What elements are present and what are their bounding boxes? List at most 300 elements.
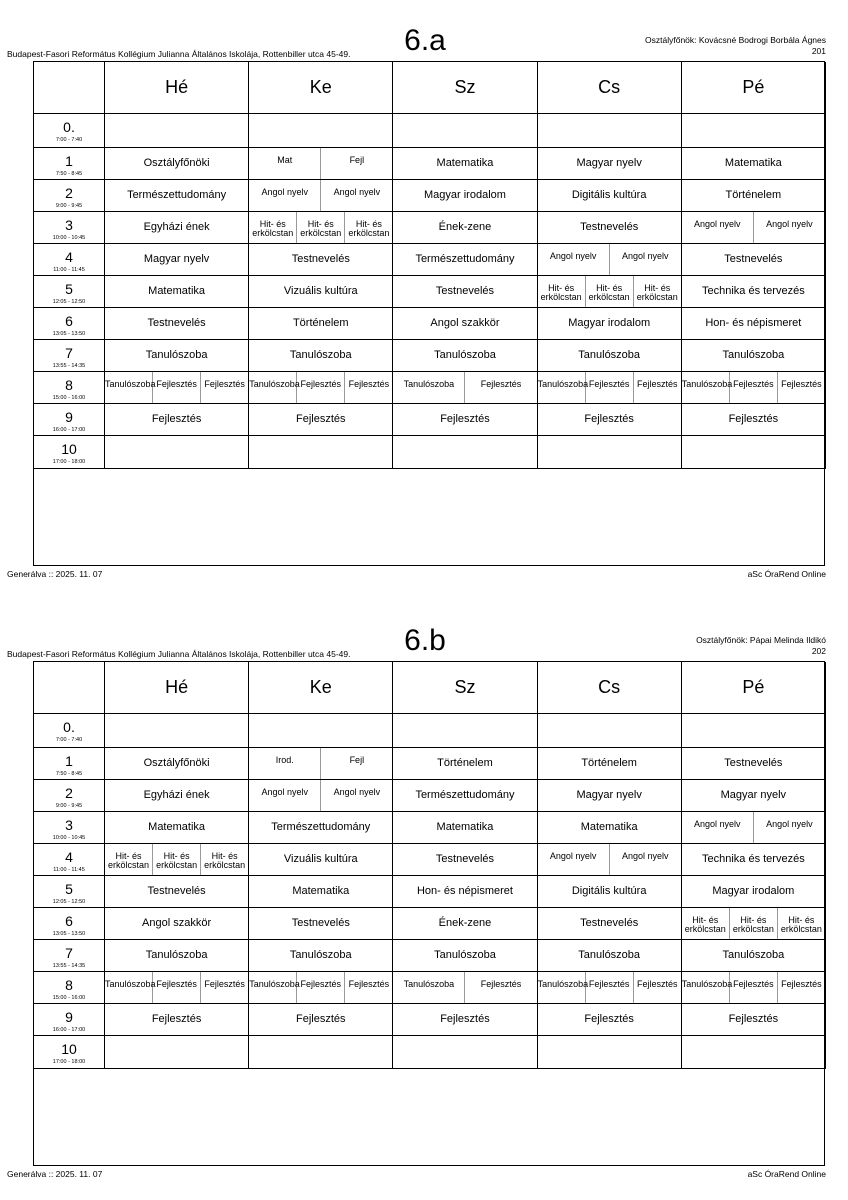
lesson-group[interactable] xyxy=(610,844,681,875)
lesson-group[interactable] xyxy=(634,372,681,403)
lesson-subject: Történelem xyxy=(437,757,493,769)
lesson-subject: Fejlesztés xyxy=(584,1013,634,1025)
lesson-subject: Fejlesztés xyxy=(480,379,522,389)
lesson-cell[interactable] xyxy=(538,972,682,1004)
class-teacher xyxy=(645,35,826,57)
lesson-subject: Testnevelés xyxy=(147,885,206,897)
lesson-subject: Fejlesztés xyxy=(204,379,245,389)
lesson-cell[interactable] xyxy=(682,876,826,908)
lesson-cell[interactable] xyxy=(538,876,682,908)
lesson-subject: Osztályfőnöki xyxy=(143,157,210,169)
lesson-cell[interactable] xyxy=(249,372,393,404)
lesson-subject: Fejlesztés xyxy=(733,379,774,389)
period-time: 7:00 - 7:40 xyxy=(55,137,83,143)
lesson-group[interactable] xyxy=(681,372,733,403)
lesson-cell[interactable] xyxy=(249,276,393,308)
period-time: 13:55 - 14:35 xyxy=(52,963,86,969)
split-lesson xyxy=(682,372,825,403)
lesson-cell[interactable] xyxy=(249,340,393,372)
lesson-cell[interactable] xyxy=(682,714,826,748)
lesson-group[interactable] xyxy=(297,972,345,1003)
lesson-cell[interactable] xyxy=(105,812,249,844)
lesson-cell[interactable] xyxy=(393,308,537,340)
lesson-subject: Egyházi ének xyxy=(143,789,210,801)
period-number: 3 xyxy=(65,817,73,833)
lesson-cell[interactable] xyxy=(538,212,682,244)
period-number: 0. xyxy=(63,119,75,135)
lesson-group[interactable] xyxy=(105,972,156,1003)
day-header: Hé xyxy=(105,662,249,714)
lesson-subject: Tanulószoba xyxy=(289,949,352,961)
day-header: Ke xyxy=(249,62,393,114)
lesson-cell[interactable] xyxy=(682,1004,826,1036)
lesson-subject: Hit- és erkölcstan xyxy=(204,851,246,870)
lesson-cell[interactable] xyxy=(105,308,249,340)
lesson-cell[interactable] xyxy=(682,748,826,780)
lesson-cell[interactable] xyxy=(682,244,826,276)
lesson-cell[interactable] xyxy=(682,372,826,404)
lesson-cell[interactable] xyxy=(105,876,249,908)
period-number: 7 xyxy=(65,945,73,961)
period-number: 1 xyxy=(65,753,73,769)
lesson-subject: Matematika xyxy=(436,157,494,169)
lesson-cell[interactable] xyxy=(682,404,826,436)
lesson-cell[interactable] xyxy=(538,180,682,212)
lesson-subject: Vizuális kultúra xyxy=(283,285,358,297)
period-time: 10:00 - 10:45 xyxy=(52,835,86,841)
split-lesson xyxy=(249,372,392,403)
lesson-subject: Fejlesztés xyxy=(300,979,342,989)
school-name: Budapest-Fasori Református Kollégium Julianna Általános Iskolája, Rottenbiller utca 45-49. xyxy=(7,649,351,659)
lesson-group[interactable] xyxy=(465,972,536,1003)
lesson-cell[interactable] xyxy=(393,876,537,908)
split-lesson xyxy=(538,276,681,307)
lesson-subject: Egyházi ének xyxy=(143,221,210,233)
lesson-cell[interactable] xyxy=(105,372,249,404)
lesson-cell[interactable] xyxy=(538,844,682,876)
lesson-cell[interactable] xyxy=(105,780,249,812)
period-time: 17:00 - 18:00 xyxy=(52,459,86,465)
lesson-subject: Fejlesztés xyxy=(440,1013,490,1025)
lesson-cell[interactable] xyxy=(538,404,682,436)
lesson-subject: Fejlesztés xyxy=(296,1013,346,1025)
lesson-subject: Testnevelés xyxy=(724,253,783,265)
lesson-cell[interactable] xyxy=(538,748,682,780)
period-time: 16:00 - 17:00 xyxy=(52,1027,86,1033)
lesson-subject: Matematika xyxy=(580,821,638,833)
lesson-subject: Magyar nyelv xyxy=(720,789,787,801)
split-lesson xyxy=(682,812,825,843)
lesson-group[interactable] xyxy=(681,972,733,1003)
period-label xyxy=(34,244,105,276)
lesson-cell[interactable] xyxy=(249,972,393,1004)
lesson-cell[interactable] xyxy=(393,114,537,148)
lesson-subject: Angol nyelv xyxy=(694,219,741,229)
lesson-cell[interactable] xyxy=(393,748,537,780)
lesson-group[interactable] xyxy=(249,180,321,211)
lesson-cell[interactable] xyxy=(538,940,682,972)
lesson-group[interactable] xyxy=(321,748,392,779)
lesson-subject: Tanulószoba xyxy=(681,979,733,989)
lesson-subject: Osztályfőnöki xyxy=(143,757,210,769)
lesson-group[interactable] xyxy=(153,844,201,875)
lesson-group[interactable] xyxy=(778,972,825,1003)
lesson-cell[interactable] xyxy=(249,876,393,908)
lesson-cell[interactable] xyxy=(105,972,249,1004)
period-label xyxy=(34,844,105,876)
lesson-group[interactable] xyxy=(730,372,778,403)
lesson-cell[interactable] xyxy=(249,1036,393,1069)
lesson-cell[interactable] xyxy=(249,812,393,844)
lesson-cell[interactable] xyxy=(249,908,393,940)
lesson-cell[interactable] xyxy=(393,780,537,812)
lesson-subject: Testnevelés xyxy=(291,917,350,929)
lesson-cell[interactable] xyxy=(393,1036,537,1069)
period-time: 9:00 - 9:45 xyxy=(55,803,83,809)
period-time: 15:00 - 16:00 xyxy=(52,995,86,1001)
period-number: 2 xyxy=(65,185,73,201)
lesson-cell[interactable] xyxy=(538,340,682,372)
period-label xyxy=(34,114,105,148)
lesson-subject: Matematika xyxy=(436,821,494,833)
lesson-cell[interactable] xyxy=(105,844,249,876)
period-label xyxy=(34,714,105,748)
lesson-cell[interactable] xyxy=(538,114,682,148)
period-number: 4 xyxy=(65,249,73,265)
lesson-subject: Ének-zene xyxy=(438,221,492,233)
period-number: 8 xyxy=(65,977,73,993)
split-lesson xyxy=(105,372,248,403)
split-lesson xyxy=(105,844,248,875)
lesson-group[interactable] xyxy=(345,372,392,403)
period-number: 8 xyxy=(65,377,73,393)
lesson-subject: Angol nyelv xyxy=(549,251,597,261)
lesson-group[interactable] xyxy=(586,372,634,403)
brand-label: aSc ÓraRend Online xyxy=(747,1169,826,1179)
teacher-name: Osztályfőnök: Pápai Melinda Ildikó xyxy=(696,635,826,645)
lesson-cell[interactable] xyxy=(682,844,826,876)
lesson-subject: Hit- és erkölcstan xyxy=(780,915,822,934)
lesson-subject: Magyar irodalom xyxy=(712,885,795,897)
lesson-group[interactable] xyxy=(634,276,681,307)
lesson-subject: Tanulószoba xyxy=(145,949,208,961)
lesson-group[interactable] xyxy=(586,276,634,307)
period-label xyxy=(34,404,105,436)
lesson-group[interactable] xyxy=(153,372,201,403)
split-lesson xyxy=(682,908,825,939)
period-label xyxy=(34,180,105,212)
split-lesson xyxy=(393,972,536,1003)
period-label xyxy=(34,308,105,340)
lesson-group[interactable] xyxy=(345,972,392,1003)
lesson-cell[interactable] xyxy=(249,244,393,276)
lesson-subject: Angol szakkör xyxy=(430,317,500,329)
lesson-subject: Fejlesztés xyxy=(296,413,346,425)
lesson-subject: Magyar nyelv xyxy=(576,789,642,801)
lesson-subject: Hit- és erkölcstan xyxy=(732,915,774,934)
lesson-subject: Hit- és erkölcstan xyxy=(684,915,726,934)
lesson-group[interactable] xyxy=(105,844,153,875)
period-label xyxy=(34,276,105,308)
lesson-subject: Fejlesztés xyxy=(480,979,522,989)
lesson-group[interactable] xyxy=(249,212,297,243)
lesson-cell[interactable] xyxy=(538,148,682,180)
lesson-cell[interactable] xyxy=(682,1036,826,1069)
lesson-group[interactable] xyxy=(393,372,465,403)
lesson-cell[interactable] xyxy=(393,1004,537,1036)
lesson-group[interactable] xyxy=(682,212,754,243)
lesson-cell[interactable] xyxy=(538,714,682,748)
lesson-cell[interactable] xyxy=(249,940,393,972)
lesson-cell[interactable] xyxy=(249,148,393,180)
lesson-group[interactable] xyxy=(297,212,345,243)
lesson-cell[interactable] xyxy=(538,276,682,308)
lesson-cell[interactable] xyxy=(682,180,826,212)
lesson-group[interactable] xyxy=(105,372,156,403)
lesson-subject: Tanulószoba xyxy=(403,979,455,989)
lesson-group[interactable] xyxy=(393,972,465,1003)
lesson-subject: Hit- és erkölcstan xyxy=(300,219,342,238)
lesson-subject: Tanulószoba xyxy=(289,349,352,361)
lesson-cell[interactable] xyxy=(249,780,393,812)
lesson-group[interactable] xyxy=(586,972,634,1003)
lesson-cell[interactable] xyxy=(538,908,682,940)
lesson-cell[interactable] xyxy=(105,940,249,972)
lesson-group[interactable] xyxy=(754,212,825,243)
lesson-group[interactable] xyxy=(153,972,201,1003)
lesson-subject: Matematika xyxy=(148,821,206,833)
lesson-subject: Hit- és erkölcstan xyxy=(156,851,198,870)
lesson-subject: Matematika xyxy=(724,157,782,169)
lesson-cell[interactable] xyxy=(105,244,249,276)
lesson-cell[interactable] xyxy=(682,276,826,308)
lesson-subject: Fejlesztés xyxy=(728,413,779,425)
lesson-subject: Testnevelés xyxy=(435,853,495,865)
lesson-subject: Fejlesztés xyxy=(781,979,822,989)
lesson-group[interactable] xyxy=(345,212,392,243)
period-number: 6 xyxy=(65,313,73,329)
class-name: 6.a xyxy=(404,24,446,57)
lesson-cell[interactable] xyxy=(249,844,393,876)
lesson-cell[interactable] xyxy=(682,436,826,469)
lesson-subject: Tanulószoba xyxy=(434,349,496,361)
lesson-subject: Magyar nyelv xyxy=(576,157,642,169)
period-time: 11:00 - 11:45 xyxy=(53,867,85,873)
lesson-group[interactable] xyxy=(465,372,536,403)
lesson-cell[interactable] xyxy=(105,748,249,780)
lesson-cell[interactable] xyxy=(393,340,537,372)
lesson-cell[interactable] xyxy=(538,780,682,812)
lesson-group[interactable] xyxy=(321,780,392,811)
lesson-cell[interactable] xyxy=(393,372,537,404)
lesson-cell[interactable] xyxy=(105,908,249,940)
lesson-subject: Fejlesztés xyxy=(781,379,822,389)
lesson-subject: Fejlesztés xyxy=(728,1013,779,1025)
lesson-subject: Fejlesztés xyxy=(636,379,678,389)
lesson-cell[interactable] xyxy=(105,714,249,748)
lesson-cell[interactable] xyxy=(393,812,537,844)
lesson-cell[interactable] xyxy=(538,1036,682,1069)
lesson-cell[interactable] xyxy=(682,212,826,244)
room-number: 202 xyxy=(811,646,826,656)
lesson-cell[interactable] xyxy=(105,276,249,308)
lesson-cell[interactable] xyxy=(393,148,537,180)
period-label xyxy=(34,1004,105,1036)
generated-date: Generálva :: 2025. 11. 07 xyxy=(7,569,103,579)
lesson-group[interactable] xyxy=(538,844,610,875)
lesson-cell[interactable] xyxy=(682,780,826,812)
lesson-group[interactable] xyxy=(754,812,825,843)
lesson-cell[interactable] xyxy=(393,436,537,469)
lesson-cell[interactable] xyxy=(393,404,537,436)
lesson-cell[interactable] xyxy=(105,180,249,212)
lesson-cell[interactable] xyxy=(682,908,826,940)
period-time: 13:05 - 13:50 xyxy=(52,931,86,937)
lesson-group[interactable] xyxy=(682,812,754,843)
lesson-subject: Tanulószoba xyxy=(145,349,208,361)
lesson-cell[interactable] xyxy=(538,372,682,404)
timetable-grid xyxy=(33,61,825,566)
period-number: 3 xyxy=(65,217,73,233)
lesson-cell[interactable] xyxy=(105,148,249,180)
lesson-cell[interactable] xyxy=(105,1036,249,1069)
period-time: 11:00 - 11:45 xyxy=(53,267,85,273)
lesson-group[interactable] xyxy=(682,908,730,939)
lesson-cell[interactable] xyxy=(249,212,393,244)
lesson-cell[interactable] xyxy=(393,908,537,940)
lesson-cell[interactable] xyxy=(105,404,249,436)
lesson-group[interactable] xyxy=(538,244,610,275)
period-label xyxy=(34,148,105,180)
lesson-group[interactable] xyxy=(778,372,825,403)
lesson-subject: Természettudomány xyxy=(415,789,515,801)
lesson-subject: Angol nyelv xyxy=(333,787,381,797)
lesson-cell[interactable] xyxy=(538,436,682,469)
lesson-group[interactable] xyxy=(201,972,248,1003)
period-label xyxy=(34,212,105,244)
lesson-subject: Fejlesztés xyxy=(151,413,202,425)
lesson-cell[interactable] xyxy=(249,180,393,212)
lesson-cell[interactable] xyxy=(682,308,826,340)
period-label xyxy=(34,1036,105,1069)
lesson-cell[interactable] xyxy=(682,340,826,372)
lesson-cell[interactable] xyxy=(249,404,393,436)
split-lesson xyxy=(538,372,681,403)
lesson-subject: Digitális kultúra xyxy=(571,885,647,897)
lesson-subject: Tanulószoba xyxy=(537,979,589,989)
period-number: 5 xyxy=(65,281,73,297)
lesson-cell[interactable] xyxy=(682,972,826,1004)
lesson-cell[interactable] xyxy=(393,714,537,748)
split-lesson xyxy=(249,748,392,779)
lesson-cell[interactable] xyxy=(538,1004,682,1036)
lesson-group[interactable] xyxy=(201,372,248,403)
lesson-cell[interactable] xyxy=(538,244,682,276)
period-label xyxy=(34,436,105,469)
lesson-cell[interactable] xyxy=(249,436,393,469)
lesson-group[interactable] xyxy=(537,972,589,1003)
lesson-cell[interactable] xyxy=(393,940,537,972)
split-lesson xyxy=(538,844,681,875)
lesson-subject: Tanulószoba xyxy=(249,379,300,389)
lesson-cell[interactable] xyxy=(393,276,537,308)
lesson-cell[interactable] xyxy=(393,244,537,276)
lesson-group[interactable] xyxy=(538,276,586,307)
lesson-subject: Technika és tervezés xyxy=(701,285,805,297)
lesson-cell[interactable] xyxy=(682,148,826,180)
lesson-group[interactable] xyxy=(321,180,392,211)
split-lesson xyxy=(105,972,248,1003)
lesson-cell[interactable] xyxy=(249,714,393,748)
brand-label: aSc ÓraRend Online xyxy=(747,569,826,579)
lesson-subject: Angol nyelv xyxy=(766,219,813,229)
lesson-cell[interactable] xyxy=(105,340,249,372)
lesson-group[interactable] xyxy=(249,148,321,179)
lesson-subject: Testnevelés xyxy=(147,317,206,329)
lesson-group[interactable] xyxy=(249,972,300,1003)
period-number: 4 xyxy=(65,849,73,865)
lesson-subject: Hit- és erkölcstan xyxy=(252,219,294,238)
lesson-subject: Fejlesztés xyxy=(636,979,678,989)
period-time: 17:00 - 18:00 xyxy=(52,1059,86,1065)
lesson-cell[interactable] xyxy=(682,940,826,972)
room-number: 201 xyxy=(811,46,826,56)
lesson-cell[interactable] xyxy=(538,812,682,844)
lesson-cell[interactable] xyxy=(393,844,537,876)
lesson-cell[interactable] xyxy=(249,308,393,340)
lesson-cell[interactable] xyxy=(393,972,537,1004)
lesson-group[interactable] xyxy=(201,844,248,875)
lesson-group[interactable] xyxy=(778,908,825,939)
period-number: 9 xyxy=(65,409,73,425)
lesson-cell[interactable] xyxy=(538,308,682,340)
lesson-cell[interactable] xyxy=(393,180,537,212)
lesson-group[interactable] xyxy=(537,372,589,403)
lesson-group[interactable] xyxy=(730,908,778,939)
lesson-group[interactable] xyxy=(634,972,681,1003)
lesson-cell[interactable] xyxy=(249,748,393,780)
lesson-group[interactable] xyxy=(321,148,392,179)
lesson-cell[interactable] xyxy=(105,212,249,244)
lesson-cell[interactable] xyxy=(249,114,393,148)
split-lesson xyxy=(682,972,825,1003)
lesson-cell[interactable] xyxy=(682,114,826,148)
period-label xyxy=(34,780,105,812)
lesson-subject: Tanulószoba xyxy=(434,949,496,961)
day-header: Cs xyxy=(538,62,682,114)
lesson-group[interactable] xyxy=(249,748,321,779)
lesson-group[interactable] xyxy=(610,244,681,275)
lesson-group[interactable] xyxy=(297,372,345,403)
lesson-cell[interactable] xyxy=(249,1004,393,1036)
lesson-subject: Természettudomány xyxy=(271,821,371,833)
lesson-cell[interactable] xyxy=(393,212,537,244)
period-time: 12:05 - 12:50 xyxy=(52,299,86,305)
split-lesson xyxy=(538,244,681,275)
lesson-group[interactable] xyxy=(249,780,321,811)
lesson-subject: Mat xyxy=(277,155,293,165)
lesson-group[interactable] xyxy=(730,972,778,1003)
lesson-group[interactable] xyxy=(249,372,300,403)
lesson-cell[interactable] xyxy=(105,1004,249,1036)
lesson-cell[interactable] xyxy=(105,114,249,148)
lesson-subject: Tanulószoba xyxy=(105,379,156,389)
period-number: 6 xyxy=(65,913,73,929)
lesson-subject: Tanulószoba xyxy=(578,349,641,361)
period-time: 15:00 - 16:00 xyxy=(52,395,86,401)
lesson-cell[interactable] xyxy=(105,436,249,469)
lesson-cell[interactable] xyxy=(682,812,826,844)
